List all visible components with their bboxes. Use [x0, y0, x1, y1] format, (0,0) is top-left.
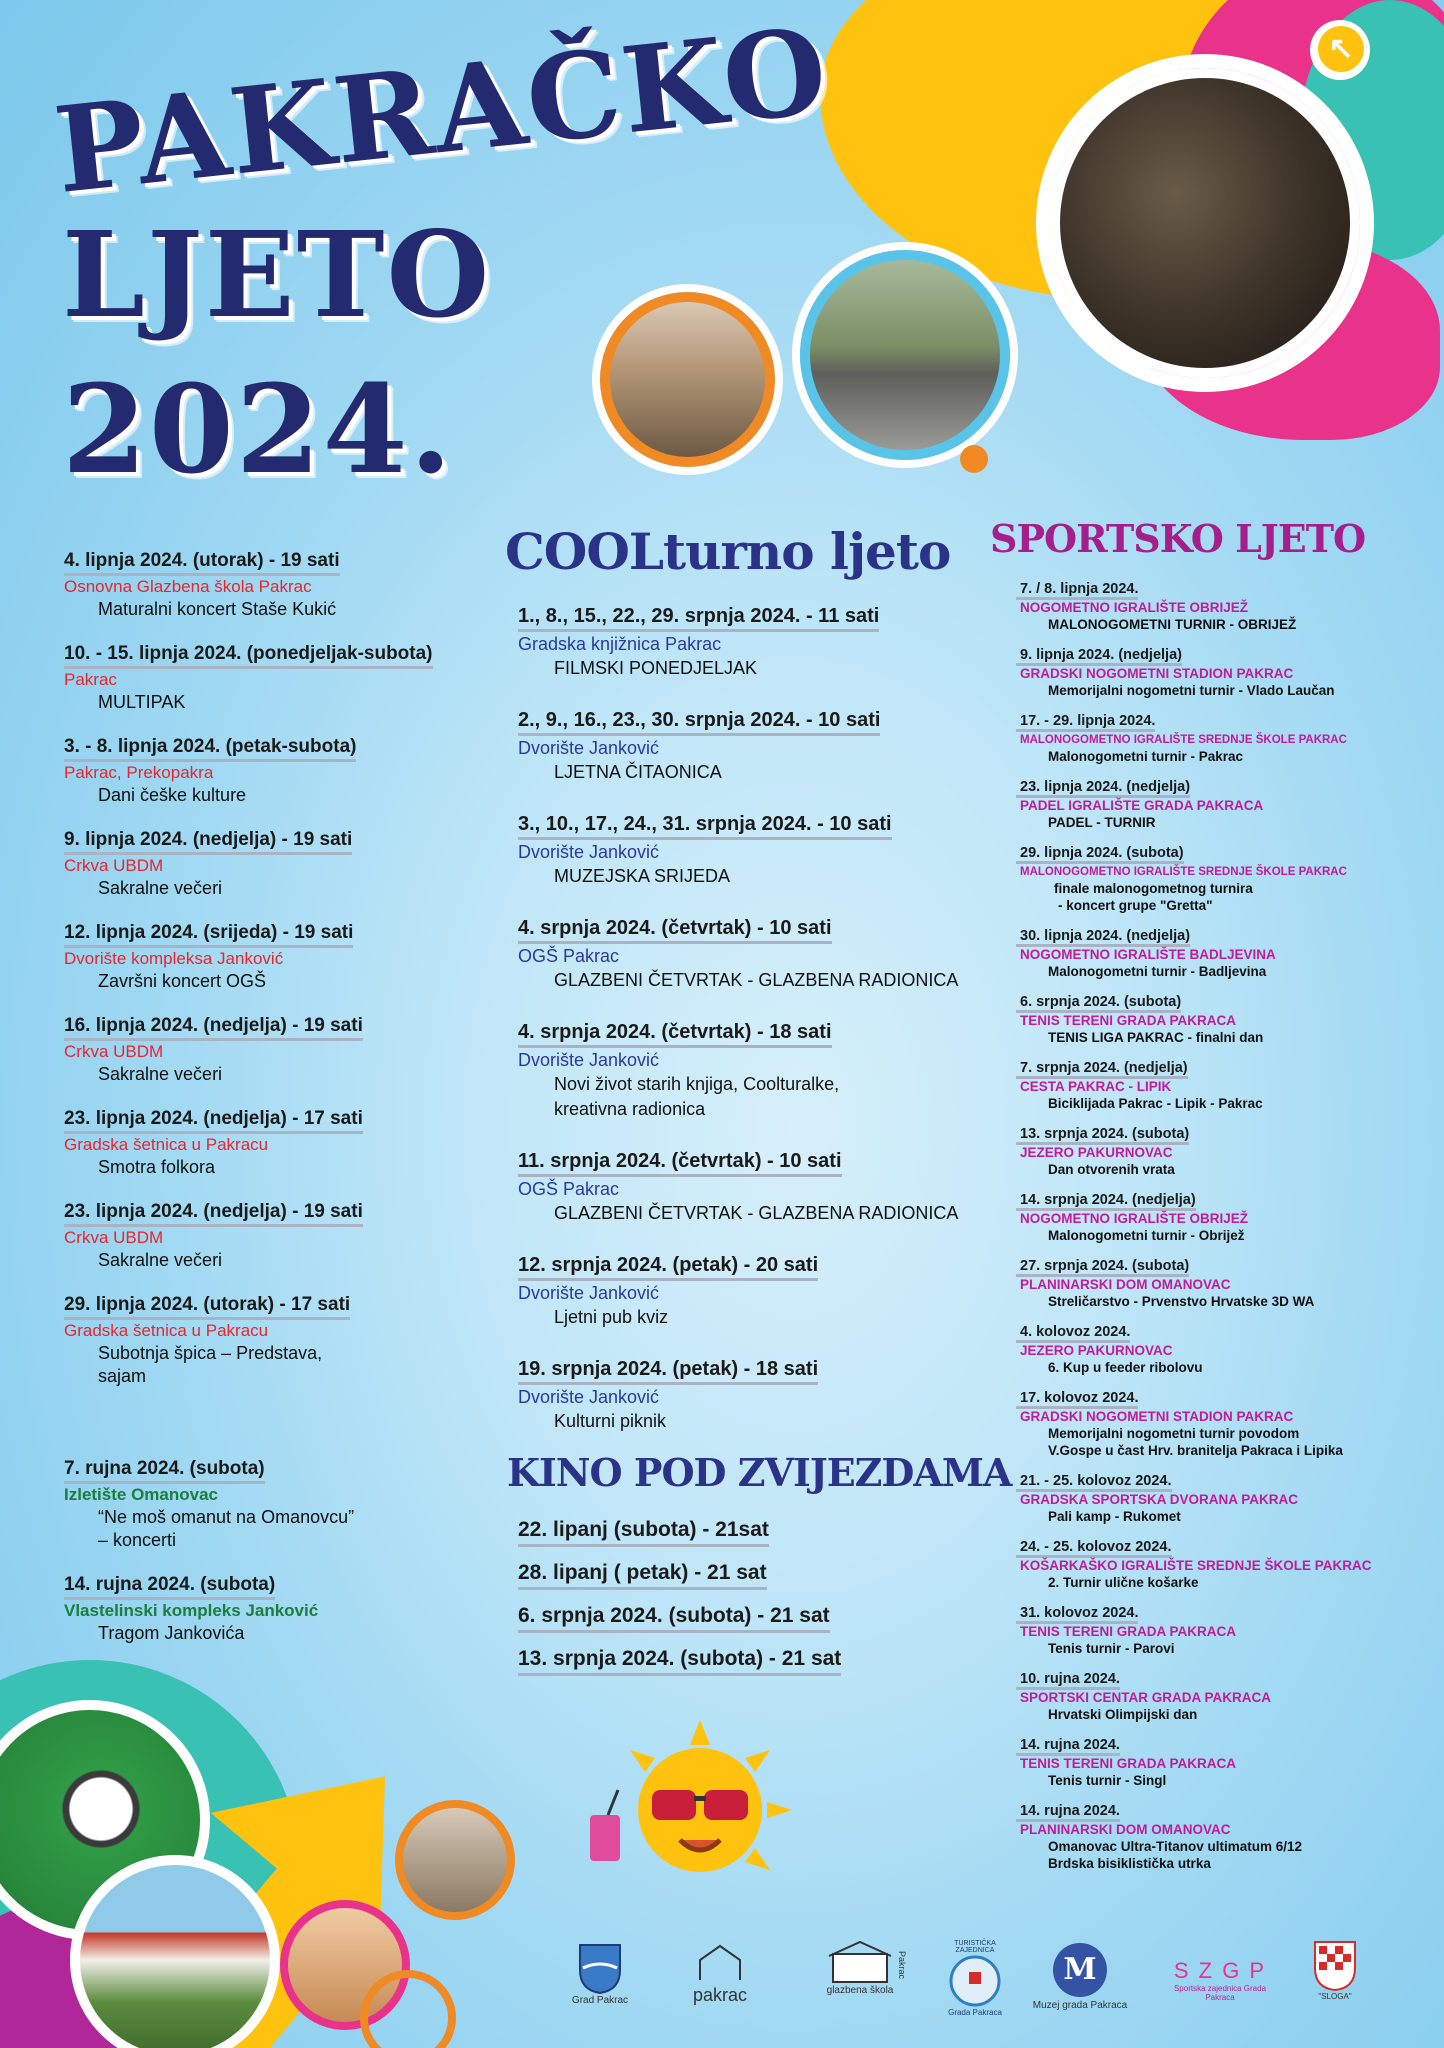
logo-sloga — [1295, 1940, 1375, 2030]
event-place: PLANINARSKI DOM OMANOVAC — [1020, 1277, 1231, 1292]
event-name: MALONOGOMETNI TURNIR - OBRIJEŽ — [1048, 617, 1297, 632]
logo-muzej-label: Muzej grada Pakraca — [1032, 2000, 1128, 2011]
decor-orange-dot — [960, 445, 988, 473]
logo-szgp-label: Sportska zajednica Grada Pakraca — [1173, 1984, 1267, 2002]
event-place: KOŠARKAŠKO IGRALIŠTE SREDNJE ŠKOLE PAKRAC — [1020, 1558, 1372, 1573]
event-name-line2: sajam — [98, 1366, 147, 1386]
logo-pakrac — [670, 1940, 770, 2030]
title-line1: PAKRAČKO — [48, 0, 835, 220]
event-place: Vlastelinski kompleks Janković — [64, 1601, 319, 1620]
event-place: PLANINARSKI DOM OMANOVAC — [1020, 1822, 1231, 1837]
event-place: Crkva UBDM — [64, 1228, 164, 1247]
event-name: Završni koncert OGŠ — [98, 971, 267, 991]
event-date: 10. rujna 2024. — [1016, 1671, 1120, 1690]
event-date: 29. lipnja 2024. (utorak) - 17 sati — [64, 1294, 350, 1320]
event-item — [1020, 778, 1420, 831]
event-date: 4. lipnja 2024. (utorak) - 19 sati — [64, 550, 340, 576]
logo-grad-label: Grad Pakrac — [571, 1995, 629, 2006]
event-place: CESTA PAKRAC - LIPIK — [1020, 1079, 1172, 1094]
event-place: GRADSKA SPORTSKA DVORANA PAKRAC — [1020, 1492, 1299, 1507]
event-name: MUZEJSKA SRIJEDA — [554, 866, 731, 886]
event-item — [1020, 1389, 1420, 1459]
event-place: Dvorište Janković — [518, 842, 660, 862]
event-date: 13. srpnja 2024. (subota) — [1016, 1126, 1189, 1145]
event-date: 4. kolovoz 2024. — [1016, 1324, 1130, 1343]
event-date: 6. srpnja 2024. (subota) — [1016, 994, 1181, 1013]
event-name: “Ne moš omanut na Omanovcu” — [98, 1507, 355, 1527]
event-date: 16. lipnja 2024. (nedjelja) - 19 sati — [64, 1015, 363, 1041]
event-place: OGŠ Pakrac — [518, 946, 620, 966]
kino-date: 6. srpnja 2024. (subota) - 21 sat — [518, 1604, 830, 1633]
event-name: Tragom Jankovića — [98, 1623, 245, 1643]
logo-szgp-mark: S Z G P — [1173, 1958, 1267, 1983]
event-place: Crkva UBDM — [64, 856, 164, 875]
event-place: PADEL IGRALIŠTE GRADA PAKRACA — [1020, 798, 1264, 813]
event-item — [518, 813, 988, 889]
event-date: 11. srpnja 2024. (četvrtak) - 10 sati — [518, 1150, 842, 1177]
event-place: GRADSKI NOGOMETNI STADION PAKRAC — [1020, 666, 1294, 681]
event-date: 14. srpnja 2024. (nedjelja) — [1016, 1192, 1196, 1211]
event-name-line2: - koncert grupe "Gretta" — [1058, 898, 1213, 913]
logo-pakrac-label: pakrac — [692, 1985, 748, 2005]
logo-turisticka-zajednica — [935, 1940, 1015, 2030]
left-events-list — [64, 550, 504, 1667]
event-item — [1020, 712, 1420, 765]
event-item — [64, 643, 504, 714]
sun-illustration — [570, 1700, 820, 1900]
logo-sloga-label: "SLOGA" — [1318, 1992, 1352, 2001]
event-name: FILMSKI PONEDJELJAK — [554, 658, 758, 678]
event-name-line2: – koncerti — [98, 1530, 177, 1550]
sport-heading: SPORTSKO LJETO — [990, 516, 1366, 561]
event-item — [64, 1201, 504, 1272]
event-name: Novi život starih knjiga, Coolturalke, — [554, 1074, 840, 1094]
event-date: 23. lipnja 2024. (nedjelja) - 19 sati — [64, 1201, 363, 1227]
kino-dates-list — [518, 1518, 958, 1690]
event-name: GLAZBENI ČETVRTAK - GLAZBENA RADIONICA — [554, 1203, 959, 1223]
event-item — [64, 829, 504, 900]
kino-date: 28. lipanj ( petak) - 21 sat — [518, 1561, 767, 1590]
event-item — [1020, 844, 1420, 914]
event-name: Sakralne večeri — [98, 1250, 223, 1270]
event-item — [1020, 1472, 1420, 1525]
event-place: TENIS TERENI GRADA PAKRACA — [1020, 1624, 1237, 1639]
event-item — [1020, 1670, 1420, 1723]
event-item — [1020, 993, 1420, 1046]
event-date: 24. - 25. kolovoz 2024. — [1016, 1539, 1172, 1558]
event-place: Dvorište Janković — [518, 738, 660, 758]
event-name: GLAZBENI ČETVRTAK - GLAZBENA RADIONICA — [554, 970, 959, 990]
event-place: GRADSKI NOGOMETNI STADION PAKRAC — [1020, 1409, 1294, 1424]
kino-date: 22. lipanj (subota) - 21sat — [518, 1518, 769, 1547]
event-item — [1020, 927, 1420, 980]
logo-muzej — [1030, 1940, 1130, 2030]
event-item — [1020, 1323, 1420, 1376]
event-date: 17. - 29. lipnja 2024. — [1016, 713, 1155, 732]
logo-glazbena-skola — [810, 1940, 910, 2030]
event-place: TENIS TERENI GRADA PAKRACA — [1020, 1756, 1237, 1771]
event-date: 1., 8., 15., 22., 29. srpnja 2024. - 11 sati — [518, 605, 879, 632]
event-name: Memorijalni nogometni turnir povodom — [1048, 1426, 1300, 1441]
event-item — [1020, 1802, 1420, 1872]
event-place: Dvorište Janković — [518, 1050, 660, 1070]
event-place: JEZERO PAKURNOVAC — [1020, 1145, 1173, 1160]
event-name: Ljetni pub kviz — [554, 1307, 669, 1327]
event-name: Memorijalni nogometni turnir - Vlado Laučan — [1048, 683, 1335, 698]
event-name: Hrvatski Olimpijski dan — [1048, 1707, 1198, 1722]
arrow-icon: ↖ — [1318, 26, 1364, 72]
event-name-line2: V.Gospe u čast Hrv. branitelja Pakraca i Lipika — [1048, 1443, 1343, 1458]
event-name: Maturalni koncert Staše Kukić — [98, 599, 337, 619]
kino-date: 13. srpnja 2024. (subota) - 21 sat — [518, 1647, 841, 1676]
event-item — [518, 917, 988, 993]
cool-events-list — [518, 605, 988, 1462]
logo-tz-label: TURISTIČKA ZAJEDNICA — [954, 1940, 996, 1954]
event-date: 31. kolovoz 2024. — [1016, 1605, 1138, 1624]
event-item — [1020, 646, 1420, 699]
photo-evening-gathering — [600, 292, 775, 467]
event-place: Pakrac, Prekopakra — [64, 763, 214, 782]
event-item — [518, 1358, 988, 1434]
event-name-line2: Brdska bisiklistička utrka — [1048, 1856, 1211, 1871]
event-place: OGŠ Pakrac — [518, 1179, 620, 1199]
event-date: 17. kolovoz 2024. — [1016, 1390, 1138, 1409]
event-place: SPORTSKI CENTAR GRADA PAKRACA — [1020, 1690, 1272, 1705]
event-place: NOGOMETNO IGRALIŠTE OBRIJEŽ — [1020, 600, 1249, 615]
event-name: Sakralne večeri — [98, 1064, 223, 1084]
event-place: MALONOGOMETNO IGRALIŠTE SREDNJE ŠKOLE PAKRAC — [1020, 866, 1347, 878]
event-item — [64, 1108, 504, 1179]
photo-concert — [1050, 68, 1360, 378]
event-item — [518, 1150, 988, 1226]
event-date: 29. lipnja 2024. (subota) — [1016, 845, 1184, 864]
event-name: LJETNA ČITAONICA — [554, 762, 722, 782]
photo-cycling-small — [395, 1800, 515, 1920]
sport-events-list — [1020, 580, 1420, 1885]
event-name: TENIS LIGA PAKRAC - finalni dan — [1048, 1030, 1264, 1045]
event-name: Tenis turnir - Parovi — [1048, 1641, 1175, 1656]
event-name: Smotra folkora — [98, 1157, 216, 1177]
event-name: PADEL - TURNIR — [1048, 815, 1156, 830]
event-date: 7. / 8. lipnja 2024. — [1016, 581, 1138, 600]
logo-glazbena-label: glazbena škola — [826, 1985, 894, 1996]
event-name: Streličarstvo - Prvenstvo Hrvatske 3D WA — [1048, 1294, 1315, 1309]
event-place: TENIS TERENI GRADA PAKRACA — [1020, 1013, 1237, 1028]
event-date: 2., 9., 16., 23., 30. srpnja 2024. - 10 sati — [518, 709, 880, 736]
cool-heading: COOLturno ljeto — [505, 522, 951, 581]
event-place: Crkva UBDM — [64, 1042, 164, 1061]
event-name: Omanovac Ultra-Titanov ultimatum 6/12 — [1048, 1839, 1303, 1854]
event-date: 27. srpnja 2024. (subota) — [1016, 1258, 1189, 1277]
event-date: 7. rujna 2024. (subota) — [64, 1458, 265, 1484]
event-item — [1020, 1604, 1420, 1657]
event-name: Pali kamp - Rukomet — [1048, 1509, 1181, 1524]
event-item — [64, 922, 504, 993]
event-item — [518, 1254, 988, 1330]
event-item — [64, 736, 504, 807]
event-place: Dvorište kompleksa Janković — [64, 949, 284, 968]
event-name: Sakralne večeri — [98, 878, 223, 898]
event-date: 19. srpnja 2024. (petak) - 18 sati — [518, 1358, 818, 1385]
event-name: finale malonogometnog turnira — [1054, 881, 1253, 896]
logo-muzej-mark: M — [1063, 1952, 1097, 1987]
event-place: Osnovna Glazbena škola Pakrac — [64, 577, 312, 596]
event-place: NOGOMETNO IGRALIŠTE BADLJEVINA — [1020, 947, 1276, 962]
event-date: 4. srpnja 2024. (četvrtak) - 18 sati — [518, 1021, 832, 1048]
event-date: 21. - 25. kolovoz 2024. — [1016, 1473, 1172, 1492]
event-date: 23. lipnja 2024. (nedjelja) - 17 sati — [64, 1108, 363, 1134]
event-date: 4. srpnja 2024. (četvrtak) - 10 sati — [518, 917, 832, 944]
logo-glazbena-side-label: Pakrac — [896, 1950, 907, 1980]
logo-tz-sub: Grada Pakraca — [948, 2008, 1002, 2017]
event-name: Kulturni piknik — [554, 1411, 667, 1431]
event-item — [64, 1015, 504, 1086]
event-item — [1020, 580, 1420, 633]
event-place: Gradska šetnica u Pakracu — [64, 1135, 269, 1154]
event-date: 14. rujna 2024. — [1016, 1737, 1120, 1756]
event-place: NOGOMETNO IGRALIŠTE OBRIJEŽ — [1020, 1211, 1249, 1226]
event-item — [64, 1574, 504, 1645]
event-place: Gradska knjižnica Pakrac — [518, 634, 722, 654]
event-date: 30. lipnja 2024. (nedjelja) — [1016, 928, 1190, 947]
event-place: MALONOGOMETNO IGRALIŠTE SREDNJE ŠKOLE PAKRAC — [1020, 734, 1347, 746]
event-date: 9. lipnja 2024. (nedjelja) - 19 sati — [64, 829, 352, 855]
event-name: Tenis turnir - Singl — [1048, 1773, 1167, 1788]
photo-cyclists — [800, 250, 1010, 460]
event-place: Izletište Omanovac — [64, 1485, 219, 1504]
event-item — [1020, 1257, 1420, 1310]
event-name: Dan otvorenih vrata — [1048, 1162, 1175, 1177]
event-place: Pakrac — [64, 670, 117, 689]
event-name-line2: kreativna radionica — [554, 1099, 706, 1119]
event-name: 2. Turnir ulične košarke — [1048, 1575, 1199, 1590]
title-line2: LJETO — [62, 205, 492, 344]
event-name: 6. Kup u feeder ribolovu — [1048, 1360, 1203, 1375]
event-item — [518, 709, 988, 785]
event-place: Dvorište Janković — [518, 1283, 660, 1303]
event-item — [1020, 1538, 1420, 1591]
event-name: Biciklijada Pakrac - Lipik - Pakrac — [1048, 1096, 1263, 1111]
event-item — [1020, 1059, 1420, 1112]
event-item — [1020, 1125, 1420, 1178]
event-date: 14. rujna 2024. — [1016, 1803, 1120, 1822]
event-place: Gradska šetnica u Pakracu — [64, 1321, 269, 1340]
event-date: 3. - 8. lipnja 2024. (petak-subota) — [64, 736, 356, 762]
event-place: JEZERO PAKURNOVAC — [1020, 1343, 1173, 1358]
event-item — [1020, 1736, 1420, 1789]
event-date: 9. lipnja 2024. (nedjelja) — [1016, 647, 1182, 666]
event-date: 3., 10., 17., 24., 31. srpnja 2024. - 10 sati — [518, 813, 892, 840]
kino-heading: KINO POD ZVIJEZDAMA — [507, 1450, 1012, 1495]
event-date: 14. rujna 2024. (subota) — [64, 1574, 275, 1600]
logo-grad-pakrac — [560, 1940, 640, 2030]
event-name: Malonogometni turnir - Badljevina — [1048, 964, 1267, 979]
event-name: Malonogometni turnir - Pakrac — [1048, 749, 1244, 764]
event-item — [64, 1294, 504, 1388]
event-item — [518, 605, 988, 681]
event-name: Subotnja špica – Predstava, — [98, 1343, 323, 1363]
event-item — [518, 1021, 988, 1122]
logo-szgp — [1160, 1940, 1280, 2030]
sponsor-logos — [560, 1940, 1440, 2040]
event-name: Malonogometni turnir - Obrijež — [1048, 1228, 1245, 1243]
event-date: 10. - 15. lipnja 2024. (ponedjeljak-subota) — [64, 643, 433, 669]
event-date: 23. lipnja 2024. (nedjelja) — [1016, 779, 1190, 798]
event-date: 7. srpnja 2024. (nedjelja) — [1016, 1060, 1188, 1079]
event-item — [1020, 1191, 1420, 1244]
event-place: Dvorište Janković — [518, 1387, 660, 1407]
title-line3: 2024. — [62, 357, 455, 501]
event-name: Dani češke kulture — [98, 785, 247, 805]
event-name: MULTIPAK — [98, 692, 186, 712]
event-date: 12. lipnja 2024. (srijeda) - 19 sati — [64, 922, 353, 948]
event-date: 12. srpnja 2024. (petak) - 20 sati — [518, 1254, 818, 1281]
event-item — [64, 1458, 504, 1552]
event-item — [64, 550, 504, 621]
